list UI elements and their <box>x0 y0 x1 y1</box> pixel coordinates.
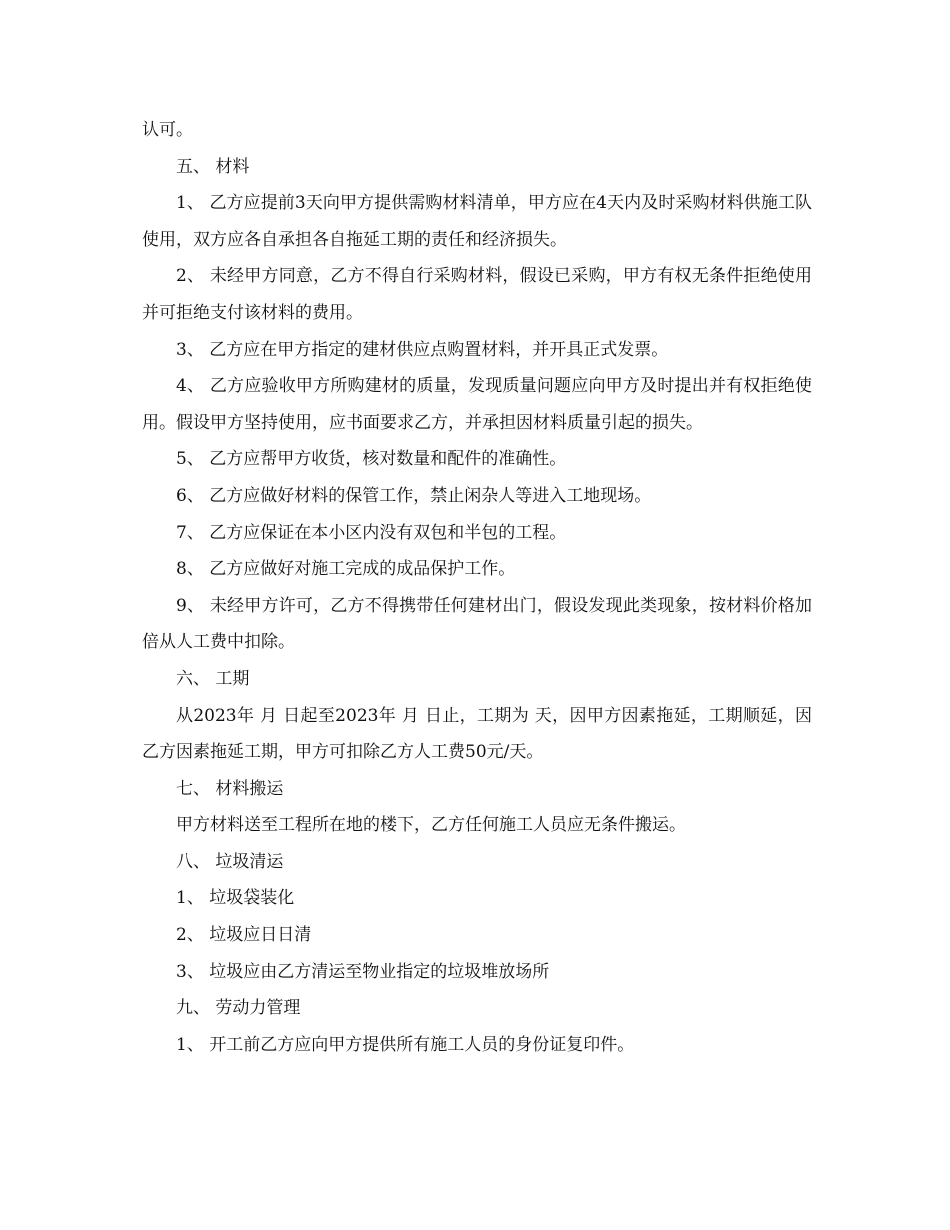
clause-schedule: 从2023年 月 日起至2023年 月 日止，工期为 天，因甲方因素拖延，工期顺延，因乙方因素拖延工期，甲方可扣除乙方人工费50元/天。 <box>142 705 812 763</box>
clause-5-1: 1、 乙方应提前3天向甲方提供需购材料清单，甲方应在4天内及时采购材料供施工队使用，双方应各自承担各自拖延工期的责任和经济损失。 <box>142 193 812 250</box>
clause-8-2: 2、 垃圾应日日清 <box>176 925 312 946</box>
document-body <box>142 112 812 1063</box>
section-heading-materials: 五、 材料 <box>176 156 250 177</box>
clause-material-transport: 甲方材料送至工程所在地的楼下，乙方任何施工人员应无条件搬运。 <box>176 815 686 836</box>
clause-5-7: 7、 乙方应保证在本小区内没有双包和半包的工程。 <box>176 522 567 543</box>
clause-8-3: 3、 垃圾应由乙方清运至物业指定的垃圾堆放场所 <box>176 961 550 982</box>
clause-9-1: 1、 开工前乙方应向甲方提供所有施工人员的身份证复印件。 <box>176 1034 635 1055</box>
clause-5-8: 8、 乙方应做好对施工完成的成品保护工作。 <box>176 559 516 580</box>
clause-8-1: 1、 垃圾袋装化 <box>176 888 295 909</box>
clause-5-9: 9、 未经甲方许可，乙方不得携带任何建材出门，假设发现此类现象，按材料价格加倍从人工费中扣除。 <box>142 595 812 653</box>
clause-5-2: 2、 未经甲方同意，乙方不得自行采购材料，假设已采购，甲方有权无条件拒绝使用并可拒绝支付该材料的费用。 <box>142 266 812 323</box>
clause-5-4: 4、 乙方应验收甲方所购建材的质量，发现质量问题应向甲方及时提出并有权拒绝使用。假设甲方坚持使用，应书面要求乙方，并承担因材料质量引起的损失。 <box>142 376 812 433</box>
clause-5-5: 5、 乙方应帮甲方收货，核对数量和配件的准确性。 <box>176 449 567 470</box>
clause-5-3: 3、 乙方应在甲方指定的建材供应点购置材料，并开具正式发票。 <box>176 339 669 360</box>
clause-5-6: 6、 乙方应做好材料的保管工作，禁止闲杂人等进入工地现场。 <box>176 485 652 506</box>
section-heading-schedule: 六、 工期 <box>176 668 250 689</box>
paragraph-continuation: 认可。 <box>142 120 193 140</box>
section-heading-waste-removal: 八、 垃圾清运 <box>176 851 284 872</box>
section-heading-labor-management: 九、 劳动力管理 <box>176 998 301 1019</box>
section-heading-material-transport: 七、 材料搬运 <box>176 778 284 799</box>
